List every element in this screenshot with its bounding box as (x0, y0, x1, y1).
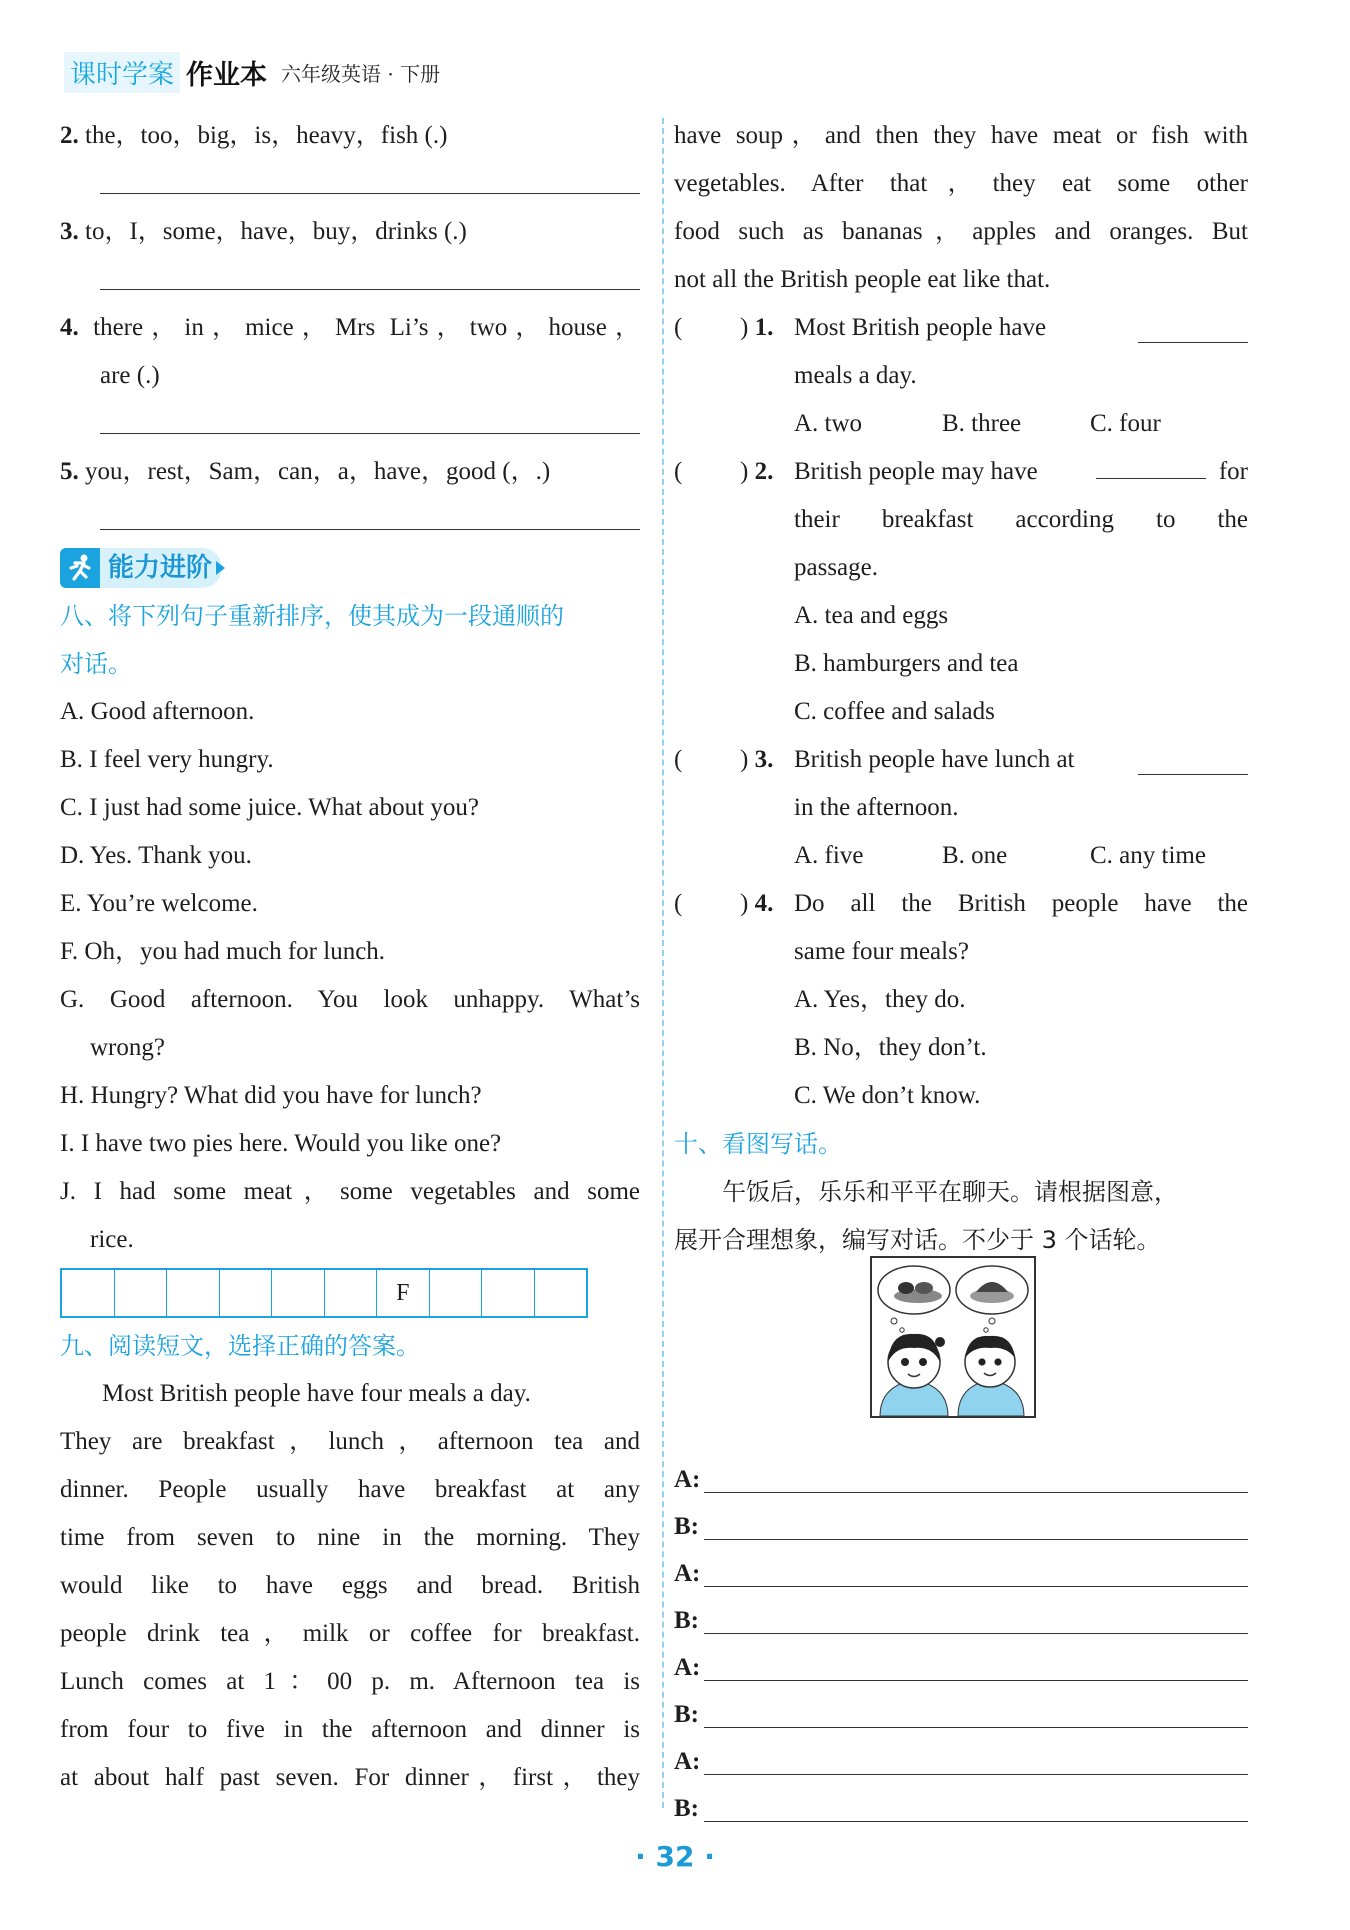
reading-question-2: ( ) 2. British people may have for (674, 448, 1248, 496)
option-b[interactable]: B. three (942, 410, 1022, 437)
section-badge (60, 547, 225, 589)
reading-question-1-cont: meals a day. (794, 362, 917, 389)
answer-paren-close: ) 4. (740, 890, 774, 917)
reading-question-3: ( ) 3. British people have lunch at (674, 736, 1248, 784)
column-divider (662, 118, 664, 1808)
answer-paren-close: ) 3. (740, 746, 774, 773)
option-c[interactable]: C. coffee and salads (794, 698, 995, 725)
page-header (64, 52, 440, 92)
option-a[interactable]: A. Yes，they do. (794, 986, 966, 1013)
dialog-line-b[interactable]: B: (674, 1785, 1248, 1832)
question-3: 3. to，I，some，have，buy，drinks (.) (60, 218, 467, 245)
order-cell-1[interactable] (62, 1270, 115, 1316)
reading-question-2-cont: their breakfast according to the (794, 506, 1248, 533)
section-8-title-cont: 对话。 (60, 650, 132, 678)
question-4-cont: are (.) (100, 362, 160, 389)
grade-subject: 六年级英语 · 下册 (281, 61, 441, 86)
order-cell-10[interactable] (535, 1270, 587, 1316)
section-8-title: 八、将下列句子重新排序，使其成为一段通顺的 (60, 602, 564, 630)
reading-passage-left (60, 1370, 640, 1802)
running-person-icon (60, 548, 100, 588)
fill-blank[interactable] (1096, 450, 1206, 479)
passage-line: at about half past seven. For dinner，first，they (60, 1764, 640, 1791)
answer-paren-close: ) 1. (740, 314, 774, 341)
dialog-line-b[interactable]: B: (674, 1597, 1248, 1644)
dialog-line-a[interactable]: A: (674, 1738, 1248, 1785)
option-a[interactable]: A. tea and eggs (794, 602, 949, 629)
children-food-picture-icon (872, 1258, 1034, 1416)
left-column (60, 112, 640, 1802)
question-4: 4. there，in，mice，Mrs Li’s，two，house， (60, 314, 640, 341)
question-5: 5. you，rest，Sam，can，a，have，good (，.) (60, 458, 551, 485)
page-number: · 32 · (635, 1840, 715, 1873)
dialog-line-b[interactable]: B: (674, 1503, 1248, 1550)
order-cell-5[interactable] (272, 1270, 325, 1316)
passage-line: food such as bananas，apples and oranges. But (674, 218, 1248, 245)
dialog-item-c: C. I just had some juice. What about you? (60, 794, 479, 821)
option-b[interactable]: B. hamburgers and tea (794, 650, 1019, 677)
option-a[interactable]: A. two (794, 410, 863, 437)
passage-line: vegetables. After that，they eat some other (674, 170, 1248, 197)
order-cell-3[interactable] (167, 1270, 220, 1316)
question-1-options (674, 400, 1248, 448)
answer-line-3[interactable] (60, 256, 640, 304)
section-10-title: 十、看图写话。 (674, 1130, 842, 1158)
children-chatting-illustration (870, 1256, 1036, 1418)
reading-question-2-cont2: passage. (794, 554, 878, 581)
reading-question-4: ( ) 4. Do all the British people have the (674, 880, 1248, 928)
answer-paren-open[interactable]: ( (674, 314, 683, 341)
series-brand: 课时学案 (64, 52, 180, 93)
dialog-item-g: G. Good afternoon. You look unhappy. What’s (60, 986, 641, 1013)
fill-blank[interactable] (1138, 746, 1248, 775)
right-column (674, 112, 1248, 1832)
dialog-item-j: J. I had some meat，some vegetables and some (60, 1178, 641, 1205)
option-b[interactable]: B. No，they don’t. (794, 1034, 987, 1061)
option-c[interactable]: C. We don’t know. (794, 1082, 981, 1109)
dialog-item-d: D. Yes. Thank you. (60, 842, 252, 869)
dialog-item-g-cont: wrong? (90, 1034, 165, 1061)
passage-line: have soup，and then they have meat or fish with (674, 122, 1248, 149)
answer-line-2[interactable] (60, 160, 640, 208)
dialog-item-f: F. Oh，you had much for lunch. (60, 938, 386, 965)
passage-line: dinner. People usually have breakfast at any (60, 1476, 640, 1503)
question-2: 2. the，too，big，is，heavy，fish (.) (60, 122, 448, 149)
dialog-item-j-cont: rice. (90, 1226, 134, 1253)
order-cell-8[interactable] (430, 1270, 483, 1316)
dialog-line-b[interactable]: B: (674, 1691, 1248, 1738)
badge-arrow-icon (216, 561, 225, 575)
order-answer-grid (60, 1268, 588, 1318)
reading-question-1: ( ) 1. Most British people have (674, 304, 1248, 352)
dialog-line-a[interactable]: A: (674, 1550, 1248, 1597)
passage-line: not all the British people eat like that. (674, 266, 1051, 293)
passage-line: Lunch comes at 1：00 p. m. Afternoon tea is (60, 1668, 640, 1695)
passage-line: They are breakfast，lunch，afternoon tea and (60, 1428, 640, 1455)
dialog-item-a: A. Good afternoon. (60, 698, 255, 725)
option-c[interactable]: C. four (1090, 410, 1161, 437)
dialog-8-list (60, 688, 640, 1264)
answer-paren-open[interactable]: ( (674, 458, 683, 485)
passage-line: would like to have eggs and bread. British (60, 1572, 640, 1599)
dialog-item-i: I. I have two pies here. Would you like one? (60, 1130, 502, 1157)
dialog-line-a[interactable]: A: (674, 1644, 1248, 1691)
section-9-title: 九、阅读短文，选择正确的答案。 (60, 1332, 420, 1360)
reading-passage-right (674, 112, 1248, 304)
answer-line-4[interactable] (60, 400, 640, 448)
badge-label: 能力进阶 (100, 548, 222, 588)
question-3-options (674, 832, 1248, 880)
section-10-intro-cont: 展开合理想象，编写对话。不少于 3 个话轮。 (674, 1226, 1161, 1254)
reading-question-4-cont: same four meals? (794, 938, 969, 965)
section-10-intro: 午饭后，乐乐和平平在聊天。请根据图意， (722, 1178, 1178, 1206)
order-cell-9[interactable] (482, 1270, 535, 1316)
order-cell-4[interactable] (220, 1270, 273, 1316)
dialog-writing-lines (674, 1456, 1248, 1832)
passage-line: Most British people have four meals a day. (102, 1380, 531, 1407)
answer-line-5[interactable] (60, 496, 640, 544)
dialog-item-h: H. Hungry? What did you have for lunch? (60, 1082, 482, 1109)
passage-line: from four to five in the afternoon and dinner is (60, 1716, 640, 1743)
order-cell-6[interactable] (325, 1270, 378, 1316)
order-cell-2[interactable] (115, 1270, 168, 1316)
book-title: 作业本 (186, 59, 268, 91)
dialog-line-a[interactable]: A: (674, 1456, 1248, 1503)
passage-line: time from seven to nine in the morning. They (60, 1524, 640, 1551)
answer-paren-open[interactable]: ( (674, 746, 683, 773)
option-a[interactable]: A. five (794, 842, 864, 869)
reading-question-3-cont: in the afternoon. (794, 794, 959, 821)
order-cell-7[interactable]: F (377, 1270, 430, 1316)
option-c[interactable]: C. any time (1090, 842, 1206, 869)
option-b[interactable]: B. one (942, 842, 1008, 869)
answer-paren-open[interactable]: ( (674, 890, 683, 917)
passage-line: people drink tea，milk or coffee for breakfast. (60, 1620, 640, 1647)
dialog-item-b: B. I feel very hungry. (60, 746, 274, 773)
fill-blank[interactable] (1138, 314, 1248, 343)
dialog-item-e: E. You’re welcome. (60, 890, 258, 917)
answer-paren-close: ) 2. (740, 458, 774, 485)
